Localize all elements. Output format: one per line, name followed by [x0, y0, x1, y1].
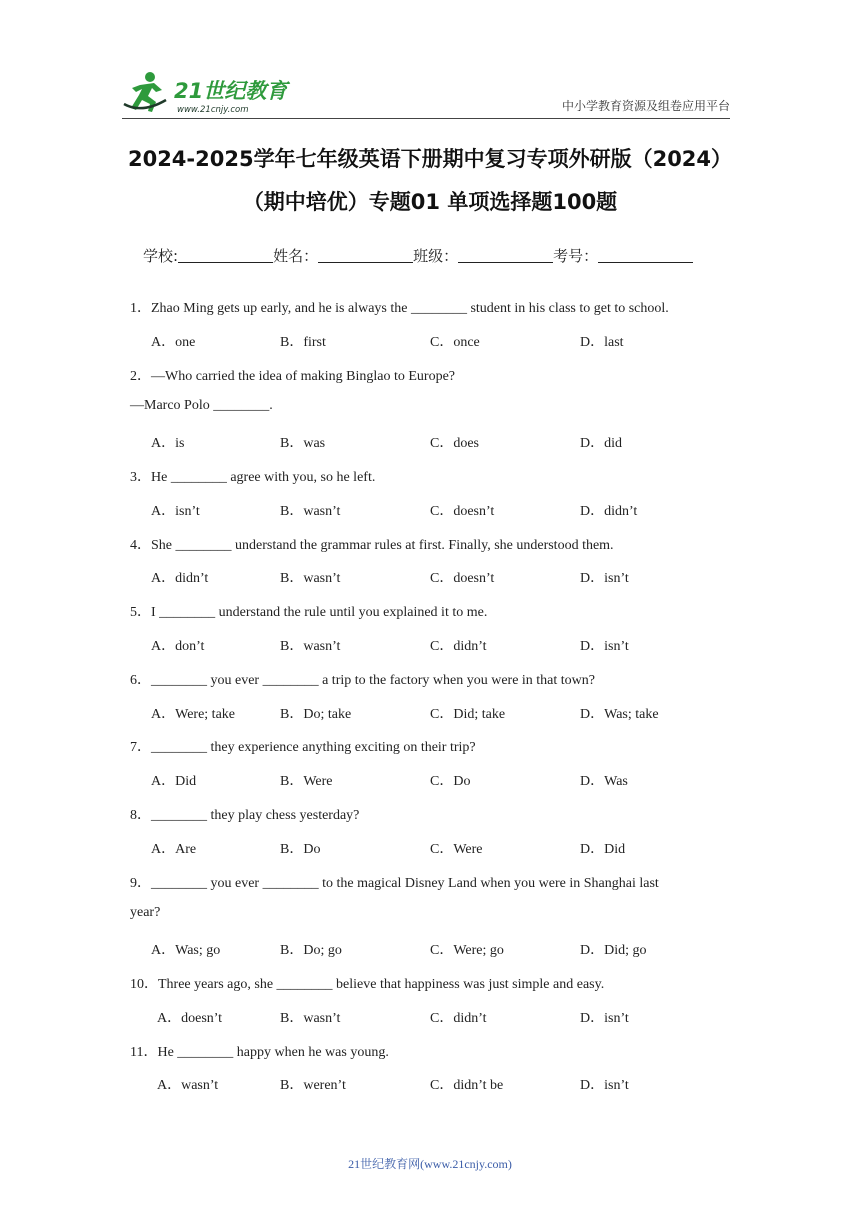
answer-options-row — [0, 432, 860, 452]
answer-options-row — [0, 500, 860, 520]
question-text: year? — [130, 905, 161, 921]
document-title-line-2: （期中培优）专题01 单项选择题100题 — [242, 190, 618, 214]
answer-option: D．Was — [580, 774, 628, 790]
answer-option: C．Do — [430, 774, 471, 790]
class-label: 班级： — [413, 247, 459, 265]
answer-option: A．don’t — [151, 639, 205, 654]
answer-option: D．Did — [580, 841, 626, 857]
question-text: 6．________ you ever ________ a trip to the factory when you were in that town? — [130, 672, 596, 688]
answer-options-row — [0, 635, 860, 655]
answer-option: B．Were — [280, 774, 333, 790]
question-text: 1．Zhao Ming gets up early, and he is always the ________ student in his class to get to school. — [130, 301, 669, 316]
answer-options-row — [0, 838, 860, 858]
answer-option: D．Was; take — [580, 706, 659, 722]
question-text: —Marco Polo ________. — [130, 398, 273, 414]
name-label: 姓名： — [273, 247, 319, 265]
answer-option: C．didn’t — [430, 1010, 487, 1026]
answer-option: C．Did; take — [430, 706, 506, 722]
question-text: 9．________ you ever ________ to the magical Disney Land when you were in Shanghai last — [130, 875, 659, 891]
answer-option: A．isn’t — [151, 503, 200, 519]
question-text: 4．She ________ understand the grammar rules at first. Finally, she understood them. — [130, 537, 614, 553]
header-divider — [122, 118, 730, 119]
answer-option: A．doesn’t — [157, 1010, 223, 1026]
answer-option: D．didn’t — [580, 503, 638, 519]
answer-option: C．didn’t be — [430, 1078, 504, 1094]
logo-url-text: www.21cnjy.com — [177, 105, 249, 115]
question-text: 11．He ________ happy when he was young. — [130, 1044, 389, 1060]
answer-option: A．Was; go — [151, 943, 221, 959]
answer-option: C．doesn’t — [430, 571, 495, 587]
answer-option: B．wasn’t — [280, 1010, 341, 1026]
answer-option: D．did — [580, 436, 622, 452]
answer-option: C．once — [430, 334, 480, 350]
student-info-row — [143, 245, 693, 266]
answer-option: C．Were — [430, 841, 483, 857]
runner-logo-icon — [122, 68, 292, 118]
answer-options-row — [0, 770, 860, 790]
answer-option: A．one — [151, 334, 196, 350]
answer-option: B．first — [280, 334, 326, 350]
answer-option: C．does — [430, 436, 479, 452]
answer-option: B．was — [280, 436, 326, 452]
class-blank — [458, 247, 553, 263]
answer-option: C．Were; go — [430, 943, 504, 959]
answer-option: B．wasn’t — [280, 503, 341, 519]
question-text: 2．—Who carried the idea of making Binglao to Europe? — [130, 368, 456, 384]
logo-text: 21世纪教育 — [174, 79, 288, 103]
answer-options-row — [0, 703, 860, 723]
name-blank — [318, 247, 413, 263]
answer-option: A．is — [151, 436, 185, 452]
footer-text: 21世纪教育网(www.21cnjy.com) — [348, 1157, 512, 1171]
question-text: 8．________ they play chess yesterday? — [130, 808, 360, 823]
answer-option: B．Do; take — [280, 706, 352, 722]
answer-option: D．isn’t — [580, 571, 629, 587]
answer-options-row — [0, 331, 860, 351]
question-text: 7．________ they experience anything exciting on their trip? — [130, 740, 476, 756]
document-title-line-1: 2024-2025学年七年级英语下册期中复习专项外研版（2024） — [127, 147, 733, 171]
school-blank — [178, 247, 273, 263]
answer-option: A．Are — [151, 841, 197, 857]
question-text: 3．He ________ agree with you, so he left. — [130, 470, 376, 485]
exam-number-blank — [598, 247, 693, 263]
answer-option: D．isn’t — [580, 1010, 629, 1026]
answer-option: C．didn’t — [430, 639, 487, 654]
answer-option: A．Were; take — [151, 706, 235, 722]
answer-option: D．isn’t — [580, 1078, 629, 1094]
header-platform-text: 中小学教育资源及组卷应用平台 — [561, 99, 730, 113]
answer-option: C．doesn’t — [430, 503, 495, 519]
answer-option: B．Do — [280, 841, 321, 857]
answer-option: B．weren’t — [280, 1078, 346, 1094]
answer-options-row — [0, 1007, 860, 1027]
answer-options-row — [0, 567, 860, 587]
site-logo — [122, 68, 292, 118]
answer-option: D．isn’t — [580, 639, 629, 654]
question-text: 10．Three years ago, she ________ believe that happiness was just simple and easy. — [130, 977, 605, 992]
answer-option: A．wasn’t — [157, 1078, 219, 1094]
school-label: 学校: — [143, 247, 179, 265]
answer-options-row — [0, 1074, 860, 1094]
answer-option: A．didn’t — [151, 571, 209, 587]
answer-option: B．wasn’t — [280, 639, 341, 654]
answer-option: B．Do; go — [280, 943, 342, 959]
question-text: 5．I ________ understand the rule until you explained it to me. — [130, 605, 488, 621]
answer-options-row — [0, 939, 860, 959]
exam-number-label: 考号： — [553, 247, 599, 265]
answer-option: D．last — [580, 334, 624, 350]
answer-option: D．Did; go — [580, 943, 647, 959]
answer-option: B．wasn’t — [280, 571, 341, 587]
answer-option: A．Did — [151, 774, 197, 790]
